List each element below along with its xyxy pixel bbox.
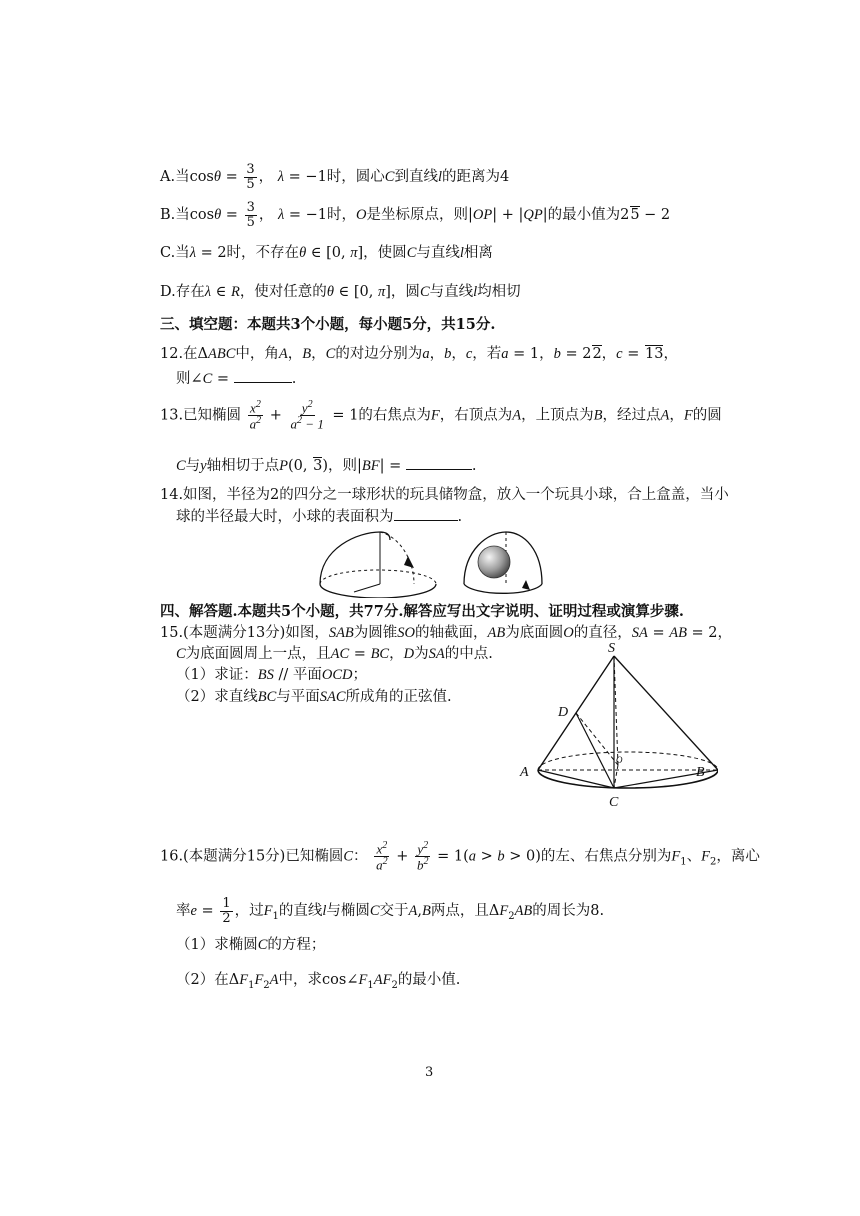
- option-b: B.当cosθ = $\frac{3}{5}$ ， λ = −1时，O是坐标原点，则|OP| + |QP|的最小值为25 − 2: [160, 200, 671, 230]
- option-c: C.当λ = 2时，不存在θ ∈ [0, π]，使圆C与直线l相离: [160, 245, 493, 261]
- cone-label-a: A: [520, 765, 529, 780]
- question-15-part1: （1）求证：BS // 平面OCD；: [176, 667, 367, 683]
- question-14-line2: 球的半径最大时，小球的表面积为 .: [176, 509, 463, 525]
- question-14-line1: 14.如图，半径为2的四分之一球形状的玩具储物盒，放入一个玩具小球，合上盒盖，当小: [160, 487, 729, 503]
- quarter-sphere-box-figure: [318, 528, 438, 598]
- ball-in-box-figure: [462, 528, 552, 598]
- cone-label-s: S: [608, 641, 615, 656]
- cone-label-b: B: [696, 765, 705, 780]
- question-15-part2: （2）求直线BC与平面SAC所成角的正弦值.: [176, 689, 452, 705]
- page-number: 3: [425, 1065, 434, 1080]
- cone-label-d: D: [558, 705, 569, 720]
- cone-figure: [512, 640, 718, 816]
- question-12-line2: 则∠C = .: [176, 371, 297, 387]
- question-16-part2: （2）在$\Delta F_1F_2A$中，求$\cos\angle F_1AF_2$的最小值.: [176, 972, 461, 991]
- question-15-line2: C为底面圆周上一点，且AC = BC，D为SA的中点.: [176, 646, 493, 662]
- cone-label-c: C: [609, 795, 619, 810]
- option-a: A.当cosθ = $\frac{3}{5}$ ， λ = −1时，圆心C到直线l的距离为4: [160, 162, 510, 192]
- section-heading-answer: 四、解答题.本题共5个小题，共77分.解答应写出文字说明、证明过程或演算步骤.: [160, 603, 684, 620]
- option-d: D.存在λ ∈ R，使对任意的θ ∈ [0, π]，圆C与直线l均相切: [160, 284, 521, 300]
- question-16-line1: 16.(本题满分15分)已知椭圆C： $\frac{x^2}{a^2}$ + $\frac{y^2}{b^2}$ = 1(a > b > 0)的左、右焦点分别为$F_1$、$F_2$，离心: [160, 840, 760, 873]
- question-13-line2: C与y轴相切于点P(0, 3)，则|BF| = .: [176, 458, 477, 474]
- cone-label-o: O: [616, 755, 623, 765]
- question-13-line1: 13.已知椭圆 $\frac{x^2}{a^2}$ + $\frac{y^2}{a^2 - 1}$ = 1的右焦点为F，右顶点为A，上顶点为B，经过点A，F的圆: [160, 399, 722, 432]
- question-12-line1: 12.在ΔABC中，角A，B，C的对边分别为a，b，c，若a = 1，b = 22，c = 13，: [160, 346, 678, 362]
- section-heading-fill-in: 三、填空题：本题共3个小题，每小题5分，共15分.: [160, 316, 496, 333]
- question-15-line1: 15.(本题满分13分)如图，SAB为圆锥SO的轴截面，AB为底面圆O的直径，SA = AB = 2，: [160, 625, 733, 641]
- question-16-line2: 率e = $\frac{1}{2}$ ，过$F_1$的直线l与椭圆C交于A,B两点，且$\Delta F_2AB$的周长为8.: [176, 896, 605, 926]
- question-16-part1: （1）求椭圆C的方程；: [176, 937, 326, 953]
